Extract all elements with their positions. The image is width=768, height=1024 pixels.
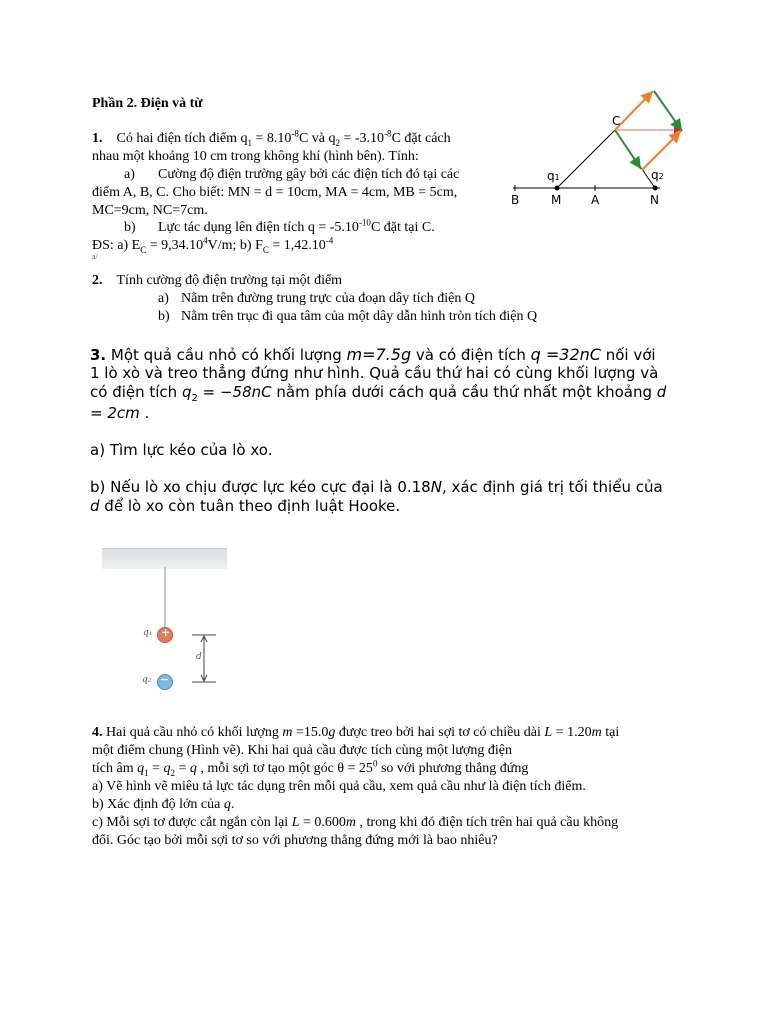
problem-1-item-a-text: Cường độ điện trường gây bởi các điện tích đó tại các <box>158 167 460 182</box>
problem-4-line-2: một điểm chung (Hình vẽ). Khi hai quả cầu được tích cùng một lượng điện <box>92 743 512 758</box>
problem-3-line-1: 3. Một quả cầu nhỏ có khối lượng m=7.5g và có điện tích q =32nC nối với <box>90 345 656 364</box>
label-ball-q2: q₂ <box>142 675 152 685</box>
charge-diagram-labels <box>505 85 705 215</box>
problem-1-line-2: nhau một khoảng 10 cm trong không khí (hình bên). Tính: <box>92 149 419 164</box>
spring-figure-labels <box>130 565 230 695</box>
problem-1-item-b-text: Lực tác dụng lên điện tích $q = -5.10^{-10}C$ đặt tại C. <box>158 217 435 235</box>
problem-4-item-a: a) Vẽ hình vẽ miêu tả lực tác dụng trên mỗi quả cầu, xem quả cầu như là điện tích điểm. <box>92 779 586 794</box>
problem-1-line-1: 1. Có hai điện tích điểm $q_1 = 8.10^{-8}C$ và $q_2 = -3.10^{-8}C$ đặt cách <box>92 128 451 148</box>
problem-2-line-1: 2. Tính cường độ điện trường tại một điểm <box>92 273 343 288</box>
problem-3-item-b-line-2: d để lò xo còn tuân theo định luật Hooke. <box>90 497 401 515</box>
problem-3-line-2: 1 lò xò và treo thẳng đứng như hình. Quả cầu thứ hai có cùng khối lượng và <box>90 364 659 382</box>
problem-1-line-5: MC=9cm, NC=7cm. <box>92 203 208 218</box>
label-b: B <box>511 193 520 207</box>
label-distance-d: d <box>196 652 202 662</box>
section-title: Phần 2. Điện và từ <box>92 96 203 111</box>
label-m: M <box>551 193 562 207</box>
problem-1-item-b-label: b) <box>124 220 136 235</box>
plus-sign: + <box>161 626 171 639</box>
problem-2-item-b-text: Nằm trên trục đi qua tâm của một dây dẫn hình tròn tích điện Q <box>181 309 538 324</box>
label-c: C <box>612 114 621 128</box>
label-a: A <box>591 193 600 207</box>
label-q1: q1 <box>547 169 560 183</box>
label-n: N <box>650 193 659 207</box>
label-ball-q1: q₁ <box>143 628 153 638</box>
minus-sign: − <box>160 673 170 686</box>
problem-2-item-b-label: b) <box>158 309 170 324</box>
problem-3-line-3: có điện tích $q_2 = -58nC$ nằm phía dưới cách quả cầu thứ nhất một khoảng d <box>90 383 667 404</box>
problem-2-item-a-label: a) <box>158 291 169 306</box>
label-q2: q2 <box>651 168 664 182</box>
problem-4-line-1: 4. Hai quả cầu nhỏ có khối lượng m =15.0g được treo bởi hai sợi tơ có chiều dài L = 1.20m tại <box>92 725 620 740</box>
problem-4-item-b: b) Xác định độ lớn của q. <box>92 797 235 812</box>
problem-1-line-4: điểm A, B, C. Cho biết: MN = d = 10cm, MA = 4cm, MB = 5cm, <box>92 185 458 200</box>
problem-3-item-a: a) Tìm lực kéo của lò xo. <box>90 441 273 459</box>
problem-3-line-4: = 2cm . <box>90 404 150 422</box>
problem-1-answer: ĐS: a) $E_C = 9,34.10^4V/m$; b) $F_C = 1,42.10^{-4}$ <box>92 235 334 255</box>
problem-2-item-a-text: Nằm trên đường trung trực của đoạn dây tích điện Q <box>181 291 475 306</box>
problem-4-line-3: tích âm $q_1 = q_2 = q$ , mỗi sợi tơ tạo một góc $\theta = 25^0$ so với phương thẳng đứng <box>92 758 529 778</box>
problem-1-item-a-label: a) <box>124 167 135 182</box>
problem-3-item-b-line-1: b) Nếu lò xo chịu được lực kéo cực đại là 0.18N, xác định giá trị tối thiểu của <box>90 478 663 496</box>
problem-4-item-c-line-2: đổi. Góc tạo bởi mỗi sợi tơ so với phương thẳng đứng mới là bao nhiêu? <box>92 833 498 848</box>
stray-mark: a/ <box>92 252 98 261</box>
problem-4-item-c-line-1: c) Mỗi sợi tơ được cắt ngắn còn lại L = 0.600m , trong khi đó điện tích trên hai quả cầu không <box>92 815 619 830</box>
